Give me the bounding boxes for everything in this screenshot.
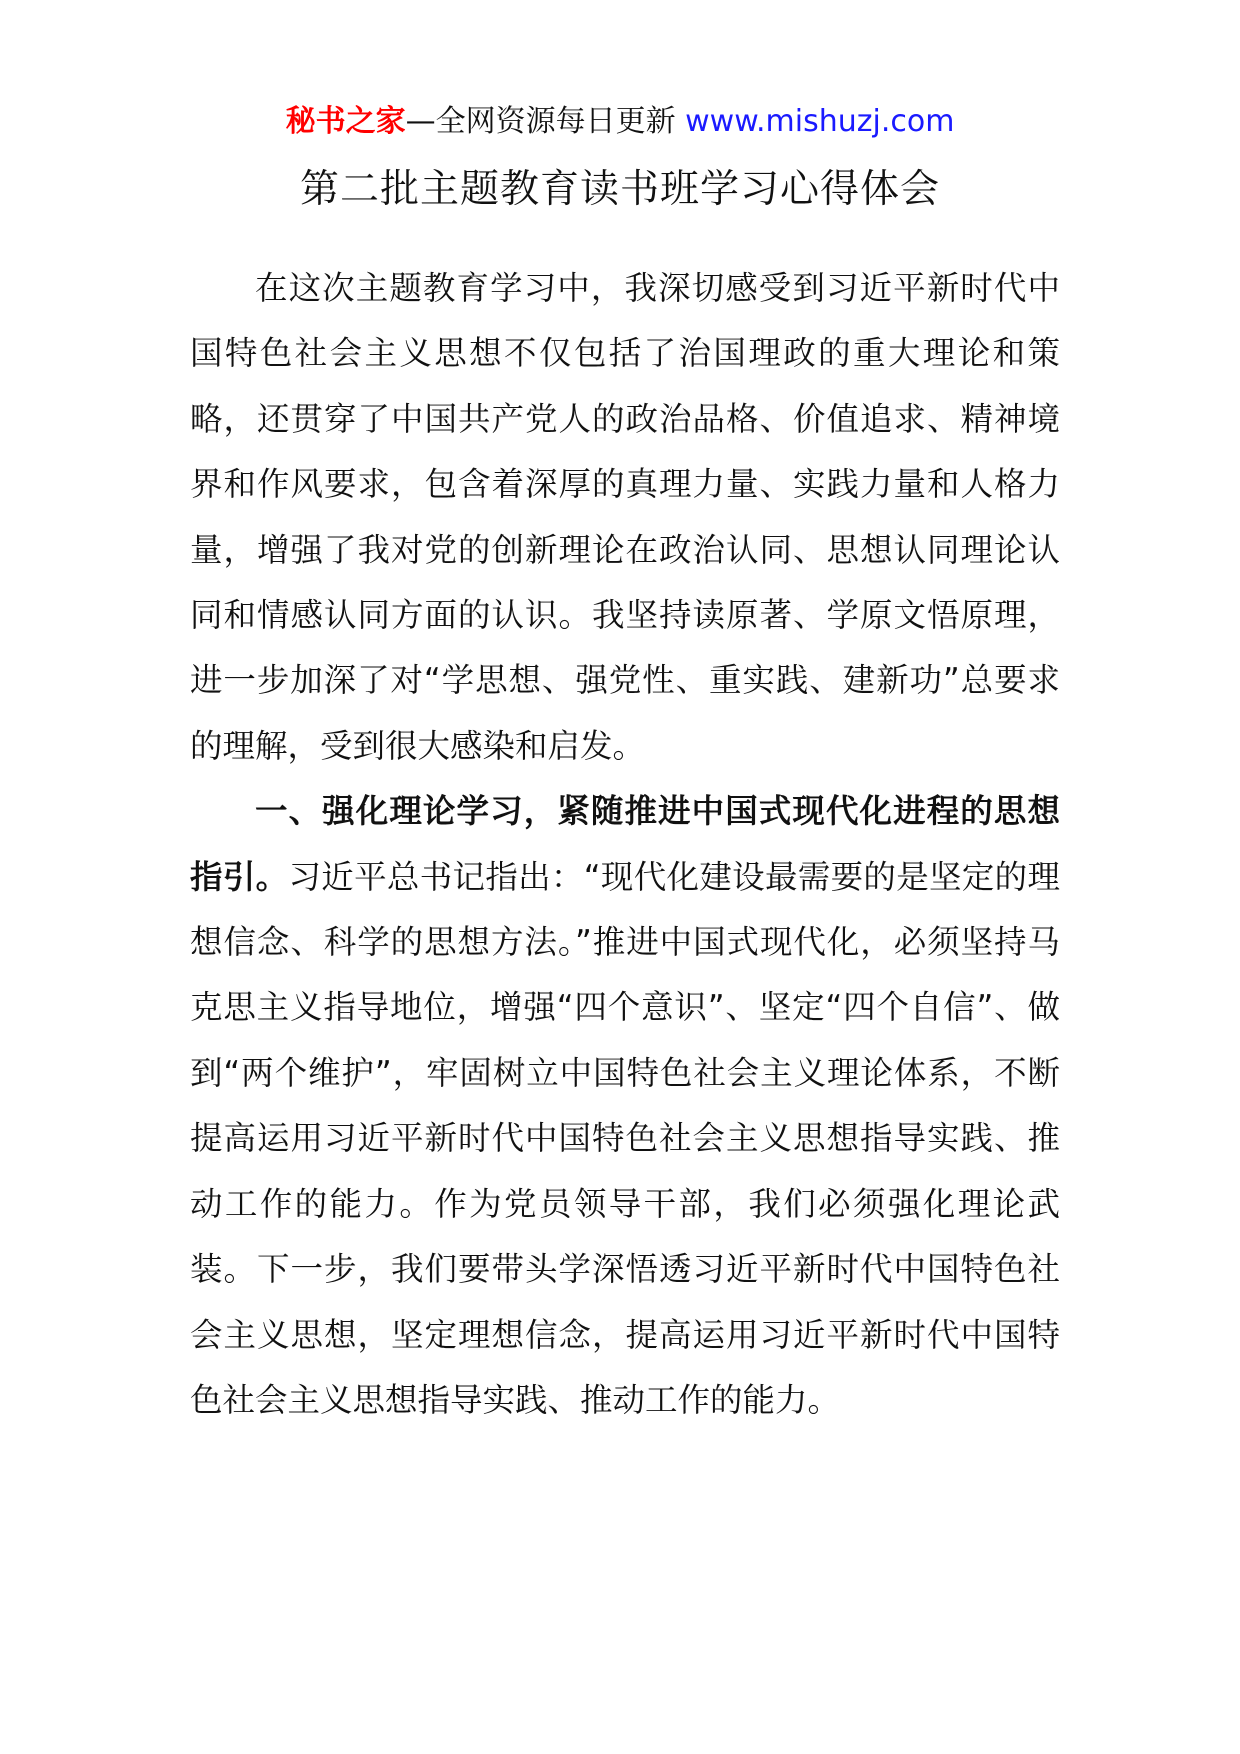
site-header: [0, 100, 1240, 144]
site-tagline: —全网资源每日更新: [405, 104, 686, 139]
paragraph-text: 在这次主题教育学习中，我深切感受到习近平新时代中国特色社会主义思想不仅包括了治国理政的重大理论和策略，还贯穿了中国共产党人的政治品格、价值追求、精神境界和作风要求，包含着深厚的真理力量、实践力量和人格力量，增强了我对党的创新理论在政治认同、思想认同理论认同和情感认同方面的认识。我坚持读原著、学原文悟原理，进一步加深了对“学思想、强党性、重实践、建新功”总要求的理解，受到很大感染和启发。: [190, 269, 1060, 765]
section-heading: 一、强化理论学习，紧随推进中国式现代化进程的思想指引。: [190, 792, 1060, 896]
document-body: [190, 256, 1060, 1433]
site-brand: 秘书之家: [285, 104, 406, 139]
section-one-paragraph: [190, 779, 1060, 1433]
document-title: 第二批主题教育读书班学习心得体会: [299, 167, 940, 212]
paragraph-text: 习近平总书记指出：“现代化建设最需要的是坚定的理想信念、科学的思想方法。”推进中国式现代化，必须坚持马克思主义指导地位，增强“四个意识”、坚定“四个自信”、做到“两个维护”，牢固树立中国特色社会主义理论体系，不断提高运用习近平新时代中国特色社会主义思想指导实践、推动工作的能力。作为党员领导干部，我们必须强化理论武装。下一步，我们要带头学深悟透习近平新时代中国特色社会主义思想，坚定理想信念，提高运用习近平新时代中国特色社会主义思想指导实践、推动工作的能力。: [190, 857, 1060, 1419]
site-url-link[interactable]: www.mishuzj.com: [685, 104, 955, 139]
intro-paragraph: [190, 256, 1060, 779]
